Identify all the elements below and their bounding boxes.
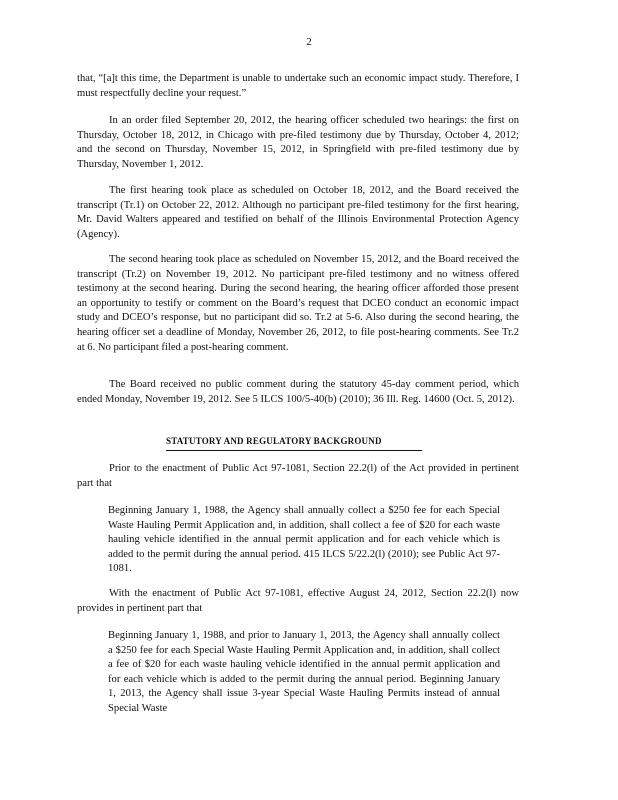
current-intro-paragraph: With the enactment of Public Act 97-1081, effective August 24, 2012, Section 22.2(l) now provides in pertinent part that [77, 588, 519, 614]
section-heading: STATUTORY AND REGULATORY BACKGROUND [166, 434, 422, 451]
paragraph-5: The Board received no public comment during the statutory 45-day comment period, which ended Monday, November 19, 2012. See 5 ILCS 100/5-40(b) (2010); 36 Ill. Reg. 14600 (Oct. 5, 2012). [77, 379, 519, 405]
paragraph-4: The second hearing took place as scheduled on November 15, 2012, and the Board received the transcript (Tr.2) on November 19, 2012. No participant pre-filed testimony and no witness offered testimony at the second hearing. During the second hearing, the hearing officer afforded those present an opportunity to testify or comment on the Board’s request that DCEO conduct an economic impact study and DCEO’s response, but no participant did so. Tr.2 at 5-6. Also during the second hearing, the hearing officer set a deadline of Monday, November 26, 2012, to file post-hearing comments. See Tr.2 at 6. No participant filed a post-hearing comment. [77, 254, 519, 353]
paragraph-2: In an order filed September 20, 2012, the hearing officer scheduled two hearings: the first on Thursday, October 18, 2012, in Chicago with pre-filed testimony due by Thursday, October 4, 2012; and the second on Thursday, November 15, 2012, in Springfield with pre-filed testimony due by Thursday, November 1, 2012. [77, 115, 519, 170]
block-quote-prior: Beginning January 1, 1988, the Agency shall annually collect a $250 fee for each Special Waste Hauling Permit Application and, in addition, shall collect a fee of $20 for each waste hauling vehicle identified in the annual permit application and for each vehicle which is added to the permit during the annual period. 415 ILCS 5/22.2(l) (2010); see Public Act 97-1081. [108, 505, 500, 575]
paragraph-1: that, “[a]t this time, the Department is unable to undertake such an economic impact study. Therefore, I must respectfully decline your request.” [77, 73, 519, 99]
prior-intro-paragraph: Prior to the enactment of Public Act 97-1081, Section 22.2(l) of the Act provided in pertinent part that [77, 463, 519, 489]
page-number: 2 [306, 36, 312, 48]
block-quote-current: Beginning January 1, 1988, and prior to January 1, 2013, the Agency shall annually collect a $250 fee for each Special Waste Hauling Permit Application and, in addition, shall collect a fee of $20 for each waste hauling vehicle identified in the annual permit application and for each vehicle which is added to the permit during the annual period. Beginning January 1, 2013, the Agency shall issue 3-year Special Waste Hauling Permits instead of annual Special Waste [108, 630, 500, 714]
paragraph-3: The first hearing took place as scheduled on October 18, 2012, and the Board received the transcript (Tr.1) on October 22, 2012. Although no participant pre-filed testimony for the first hearing, Mr. David Walters appeared and testified on behalf of the Illinois Environmental Protection Agency (Agency). [77, 185, 519, 240]
